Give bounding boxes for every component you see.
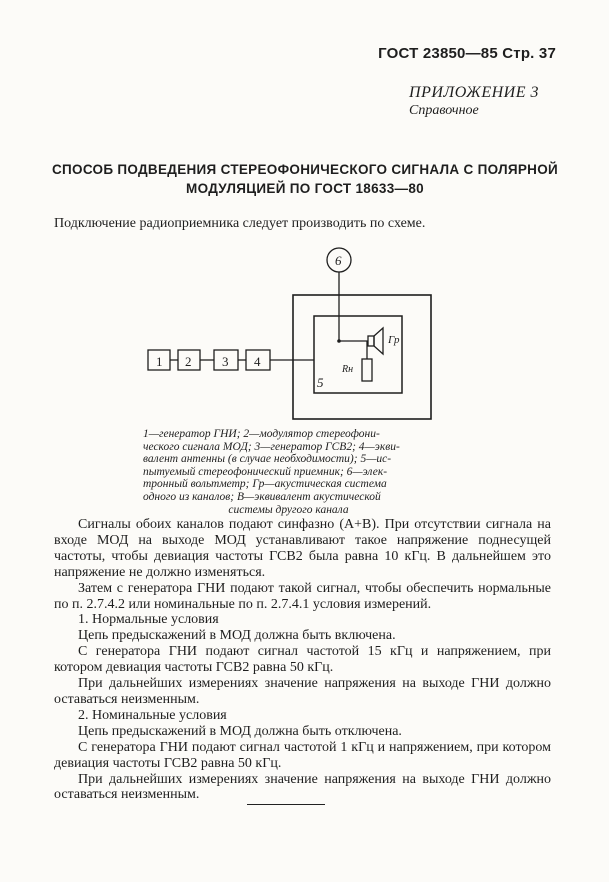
caption-line: системы другого канала [228, 503, 349, 516]
block-3-label: 3 [222, 354, 229, 369]
paragraph: 2. Номинальные условия [78, 707, 227, 723]
appendix-label [409, 84, 539, 119]
receiver-label: 5 [317, 375, 324, 390]
paragraph: С генератора ГНИ подают сигнал частотой 15 кГц и напряжением, при котором девиация частоты ГСВ2 равна 50 кГц. [54, 644, 551, 676]
figure-caption [143, 428, 434, 516]
connection-diagram [140, 244, 440, 424]
caption-line: валент антенны (в случае необходимости); 5—ис- [143, 453, 392, 466]
load-label: Rн [342, 364, 354, 375]
caption-line: 1—генератор ГНИ; 2—модулятор стереофони- [143, 428, 380, 440]
receiver-box [314, 316, 402, 393]
speaker-label: Гр [388, 334, 400, 346]
end-rule [247, 804, 325, 805]
appendix-subtitle: Справочное [409, 103, 479, 118]
paragraph: При дальнейших измерениях значение напряжения на выходе ГНИ должно оставаться неизменным. [54, 771, 551, 803]
block-2-label: 2 [185, 354, 192, 369]
paragraph: Цепь предыскажений в МОД должна быть включена. [78, 628, 396, 644]
block-4-label: 4 [254, 354, 261, 369]
document-title [30, 160, 580, 198]
page-header: ГОСТ 23850—85 Стр. 37 [378, 45, 556, 62]
appendix-title: ПРИЛОЖЕНИЕ 3 [409, 84, 539, 101]
speaker-cone [374, 328, 383, 354]
body-text [54, 517, 551, 803]
document-title-line-1: СПОСОБ ПОДВЕДЕНИЯ СТЕРЕОФОНИЧЕСКОГО СИГНАЛА С ПОЛЯРНОЙ [51, 162, 559, 177]
speaker-body [368, 336, 374, 346]
paragraph: При дальнейших измерениях значение напряжения на выходе ГНИ должно оставаться неизменным. [54, 676, 551, 707]
document-title-line-2: МОДУЛЯЦИЕЙ ПО ГОСТ 18633—80 [186, 181, 424, 196]
caption-line: одного из каналов; В—эквивалент акустической [143, 490, 381, 503]
block-1-label: 1 [156, 354, 163, 369]
paragraph: Затем с генератора ГНИ подают такой сигнал, чтобы обеспечить нормальные по п. 2.7.4.2 или номинальные по п. 2.7.4.1 условия измерений. [54, 580, 551, 612]
paragraph: Сигналы обоих каналов подают синфазно (A+B). При отсутствии сигнала на входе МОД на выходе МОД устанавливают такое напряжение поднесущей частоты, чтобы девиация частоты ГСВ2 была равна 10 кГц. В дальнейшем это напряжение не должно изменяться. [54, 517, 551, 580]
voltmeter-label: 6 [335, 253, 342, 268]
caption-line: пытуемый стереофонический приемник; 6—элек- [143, 465, 388, 478]
paragraph: Цепь предыскажений в МОД должна быть отключена. [78, 723, 402, 739]
caption-line: тронный вольтметр; Гр—акустическая система [143, 478, 387, 491]
paragraph: С генератора ГНИ подают сигнал частотой 1 кГц и напряжением, при котором девиация частоты ГСВ2 равна 50 кГц. [54, 739, 551, 771]
paragraph: 1. Нормальные условия [78, 612, 219, 628]
caption-line: ческого сигнала МОД; 3—генератор ГСВ2; 4—экви- [143, 440, 400, 453]
load-resistor [362, 359, 372, 381]
intro-text: Подключение радиоприемника следует производить по схеме. [54, 216, 426, 231]
